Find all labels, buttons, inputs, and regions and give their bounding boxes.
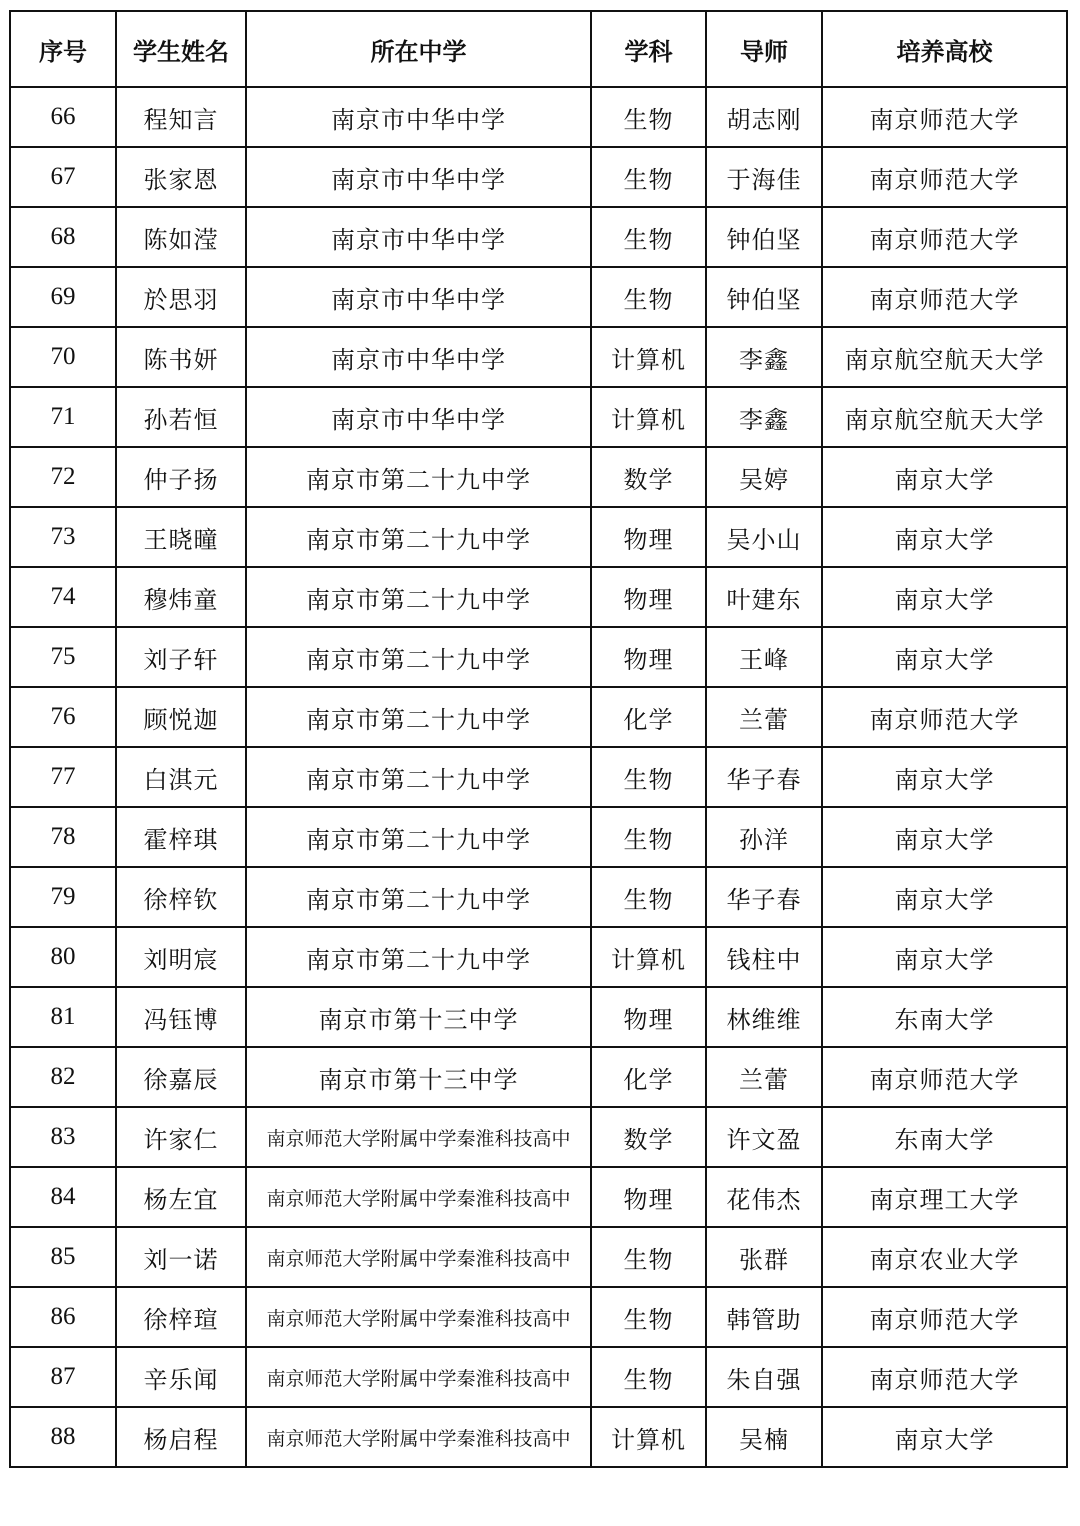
- cell-index: 76: [10, 687, 116, 747]
- cell-student-name: 仲子扬: [116, 447, 246, 507]
- cell-mentor: 许文盈: [706, 1107, 822, 1167]
- cell-student-name: 张家恩: [116, 147, 246, 207]
- cell-mentor: 李鑫: [706, 387, 822, 447]
- cell-university: 南京师范大学: [822, 87, 1067, 147]
- cell-middle-school: 南京市第二十九中学: [246, 507, 591, 567]
- cell-subject: 生物: [591, 147, 706, 207]
- table-row: [10, 807, 1067, 867]
- cell-student-name: 徐嘉辰: [116, 1047, 246, 1107]
- cell-mentor: 钱柱中: [706, 927, 822, 987]
- cell-middle-school: 南京师范大学附属中学秦淮科技高中: [246, 1167, 591, 1227]
- table-row: [10, 1347, 1067, 1407]
- cell-student-name: 孙若恒: [116, 387, 246, 447]
- cell-university: 南京师范大学: [822, 1047, 1067, 1107]
- cell-student-name: 辛乐闻: [116, 1347, 246, 1407]
- cell-university: 南京大学: [822, 567, 1067, 627]
- table-row: [10, 1047, 1067, 1107]
- cell-subject: 生物: [591, 87, 706, 147]
- header-mentor: 导师: [706, 11, 822, 87]
- cell-student-name: 刘一诺: [116, 1227, 246, 1287]
- header-index: 序号: [10, 11, 116, 87]
- cell-middle-school: 南京市第二十九中学: [246, 567, 591, 627]
- cell-index: 82: [10, 1047, 116, 1107]
- cell-subject: 物理: [591, 507, 706, 567]
- table-row: [10, 267, 1067, 327]
- cell-index: 85: [10, 1227, 116, 1287]
- cell-subject: 生物: [591, 867, 706, 927]
- cell-university: 东南大学: [822, 1107, 1067, 1167]
- cell-mentor: 李鑫: [706, 327, 822, 387]
- cell-middle-school: 南京师范大学附属中学秦淮科技高中: [246, 1107, 591, 1167]
- cell-middle-school: 南京市中华中学: [246, 147, 591, 207]
- cell-index: 66: [10, 87, 116, 147]
- cell-index: 80: [10, 927, 116, 987]
- cell-middle-school: 南京市第二十九中学: [246, 687, 591, 747]
- cell-mentor: 王峰: [706, 627, 822, 687]
- cell-student-name: 於思羽: [116, 267, 246, 327]
- cell-university: 东南大学: [822, 987, 1067, 1047]
- table-row: [10, 207, 1067, 267]
- cell-student-name: 冯钰博: [116, 987, 246, 1047]
- cell-university: 南京大学: [822, 507, 1067, 567]
- table-row: [10, 1107, 1067, 1167]
- header-subject: 学科: [591, 11, 706, 87]
- cell-mentor: 吴楠: [706, 1407, 822, 1467]
- cell-middle-school: 南京市第十三中学: [246, 1047, 591, 1107]
- cell-subject: 生物: [591, 207, 706, 267]
- cell-index: 79: [10, 867, 116, 927]
- cell-mentor: 吴婷: [706, 447, 822, 507]
- cell-mentor: 华子春: [706, 747, 822, 807]
- table-body: [10, 87, 1067, 1467]
- table-row: [10, 1287, 1067, 1347]
- cell-index: 83: [10, 1107, 116, 1167]
- cell-mentor: 韩管助: [706, 1287, 822, 1347]
- cell-index: 78: [10, 807, 116, 867]
- cell-university: 南京大学: [822, 927, 1067, 987]
- cell-student-name: 刘子轩: [116, 627, 246, 687]
- cell-subject: 生物: [591, 807, 706, 867]
- cell-subject: 生物: [591, 267, 706, 327]
- cell-student-name: 程知言: [116, 87, 246, 147]
- cell-student-name: 杨左宜: [116, 1167, 246, 1227]
- cell-mentor: 兰蕾: [706, 687, 822, 747]
- cell-middle-school: 南京师范大学附属中学秦淮科技高中: [246, 1407, 591, 1467]
- cell-index: 84: [10, 1167, 116, 1227]
- header-middle-school: 所在中学: [246, 11, 591, 87]
- cell-subject: 物理: [591, 627, 706, 687]
- cell-subject: 生物: [591, 1227, 706, 1287]
- table-row: [10, 867, 1067, 927]
- cell-subject: 计算机: [591, 927, 706, 987]
- cell-mentor: 吴小山: [706, 507, 822, 567]
- cell-subject: 生物: [591, 1347, 706, 1407]
- cell-university: 南京大学: [822, 627, 1067, 687]
- table-row: [10, 567, 1067, 627]
- cell-mentor: 孙洋: [706, 807, 822, 867]
- cell-student-name: 杨启程: [116, 1407, 246, 1467]
- table-row: [10, 447, 1067, 507]
- cell-mentor: 张群: [706, 1227, 822, 1287]
- table-row: [10, 747, 1067, 807]
- cell-university: 南京大学: [822, 747, 1067, 807]
- table-row: [10, 387, 1067, 447]
- cell-middle-school: 南京市第二十九中学: [246, 627, 591, 687]
- cell-mentor: 华子春: [706, 867, 822, 927]
- cell-student-name: 刘明宸: [116, 927, 246, 987]
- cell-student-name: 许家仁: [116, 1107, 246, 1167]
- cell-university: 南京师范大学: [822, 687, 1067, 747]
- cell-mentor: 兰蕾: [706, 1047, 822, 1107]
- cell-student-name: 霍梓琪: [116, 807, 246, 867]
- cell-index: 86: [10, 1287, 116, 1347]
- cell-index: 77: [10, 747, 116, 807]
- header-student-name: 学生姓名: [116, 11, 246, 87]
- cell-university: 南京农业大学: [822, 1227, 1067, 1287]
- cell-index: 71: [10, 387, 116, 447]
- cell-student-name: 王晓曈: [116, 507, 246, 567]
- cell-index: 74: [10, 567, 116, 627]
- cell-middle-school: 南京市中华中学: [246, 267, 591, 327]
- cell-university: 南京大学: [822, 1407, 1067, 1467]
- cell-subject: 计算机: [591, 387, 706, 447]
- table-row: [10, 147, 1067, 207]
- cell-middle-school: 南京师范大学附属中学秦淮科技高中: [246, 1347, 591, 1407]
- cell-middle-school: 南京市第二十九中学: [246, 447, 591, 507]
- cell-student-name: 白淇元: [116, 747, 246, 807]
- cell-subject: 物理: [591, 1167, 706, 1227]
- cell-middle-school: 南京市中华中学: [246, 207, 591, 267]
- cell-subject: 生物: [591, 1287, 706, 1347]
- cell-middle-school: 南京市第二十九中学: [246, 867, 591, 927]
- cell-mentor: 朱自强: [706, 1347, 822, 1407]
- cell-university: 南京大学: [822, 867, 1067, 927]
- cell-subject: 化学: [591, 1047, 706, 1107]
- cell-subject: 生物: [591, 747, 706, 807]
- cell-university: 南京航空航天大学: [822, 327, 1067, 387]
- cell-student-name: 陈如滢: [116, 207, 246, 267]
- student-roster-table: [9, 10, 1068, 1468]
- cell-middle-school: 南京市第二十九中学: [246, 807, 591, 867]
- table-row: [10, 627, 1067, 687]
- cell-university: 南京师范大学: [822, 207, 1067, 267]
- cell-index: 68: [10, 207, 116, 267]
- cell-student-name: 顾悦迦: [116, 687, 246, 747]
- cell-index: 75: [10, 627, 116, 687]
- cell-index: 81: [10, 987, 116, 1047]
- cell-middle-school: 南京市第十三中学: [246, 987, 591, 1047]
- cell-university: 南京理工大学: [822, 1167, 1067, 1227]
- table-row: [10, 687, 1067, 747]
- cell-university: 南京师范大学: [822, 1347, 1067, 1407]
- cell-mentor: 花伟杰: [706, 1167, 822, 1227]
- cell-subject: 化学: [591, 687, 706, 747]
- cell-index: 69: [10, 267, 116, 327]
- cell-index: 73: [10, 507, 116, 567]
- cell-student-name: 徐梓瑄: [116, 1287, 246, 1347]
- table-row: [10, 1407, 1067, 1467]
- table-row: [10, 1167, 1067, 1227]
- cell-subject: 数学: [591, 1107, 706, 1167]
- cell-middle-school: 南京市中华中学: [246, 387, 591, 447]
- cell-middle-school: 南京师范大学附属中学秦淮科技高中: [246, 1227, 591, 1287]
- table-row: [10, 87, 1067, 147]
- cell-student-name: 陈书妍: [116, 327, 246, 387]
- table-row: [10, 507, 1067, 567]
- header-row: [10, 11, 1067, 87]
- cell-subject: 物理: [591, 987, 706, 1047]
- cell-subject: 数学: [591, 447, 706, 507]
- cell-mentor: 林维维: [706, 987, 822, 1047]
- cell-subject: 计算机: [591, 327, 706, 387]
- cell-middle-school: 南京师范大学附属中学秦淮科技高中: [246, 1287, 591, 1347]
- cell-index: 87: [10, 1347, 116, 1407]
- cell-mentor: 于海佳: [706, 147, 822, 207]
- cell-student-name: 穆炜童: [116, 567, 246, 627]
- cell-middle-school: 南京市第二十九中学: [246, 747, 591, 807]
- cell-university: 南京航空航天大学: [822, 387, 1067, 447]
- cell-university: 南京师范大学: [822, 1287, 1067, 1347]
- cell-middle-school: 南京市第二十九中学: [246, 927, 591, 987]
- header-university: 培养高校: [822, 11, 1067, 87]
- cell-university: 南京师范大学: [822, 267, 1067, 327]
- cell-middle-school: 南京市中华中学: [246, 327, 591, 387]
- table-row: [10, 927, 1067, 987]
- cell-mentor: 钟伯坚: [706, 267, 822, 327]
- cell-mentor: 叶建东: [706, 567, 822, 627]
- cell-index: 88: [10, 1407, 116, 1467]
- cell-university: 南京师范大学: [822, 147, 1067, 207]
- cell-index: 72: [10, 447, 116, 507]
- cell-subject: 物理: [591, 567, 706, 627]
- cell-university: 南京大学: [822, 807, 1067, 867]
- table-row: [10, 327, 1067, 387]
- table-row: [10, 987, 1067, 1047]
- cell-mentor: 胡志刚: [706, 87, 822, 147]
- table-row: [10, 1227, 1067, 1287]
- cell-middle-school: 南京市中华中学: [246, 87, 591, 147]
- cell-subject: 计算机: [591, 1407, 706, 1467]
- cell-index: 70: [10, 327, 116, 387]
- cell-student-name: 徐梓钦: [116, 867, 246, 927]
- cell-index: 67: [10, 147, 116, 207]
- cell-university: 南京大学: [822, 447, 1067, 507]
- cell-mentor: 钟伯坚: [706, 207, 822, 267]
